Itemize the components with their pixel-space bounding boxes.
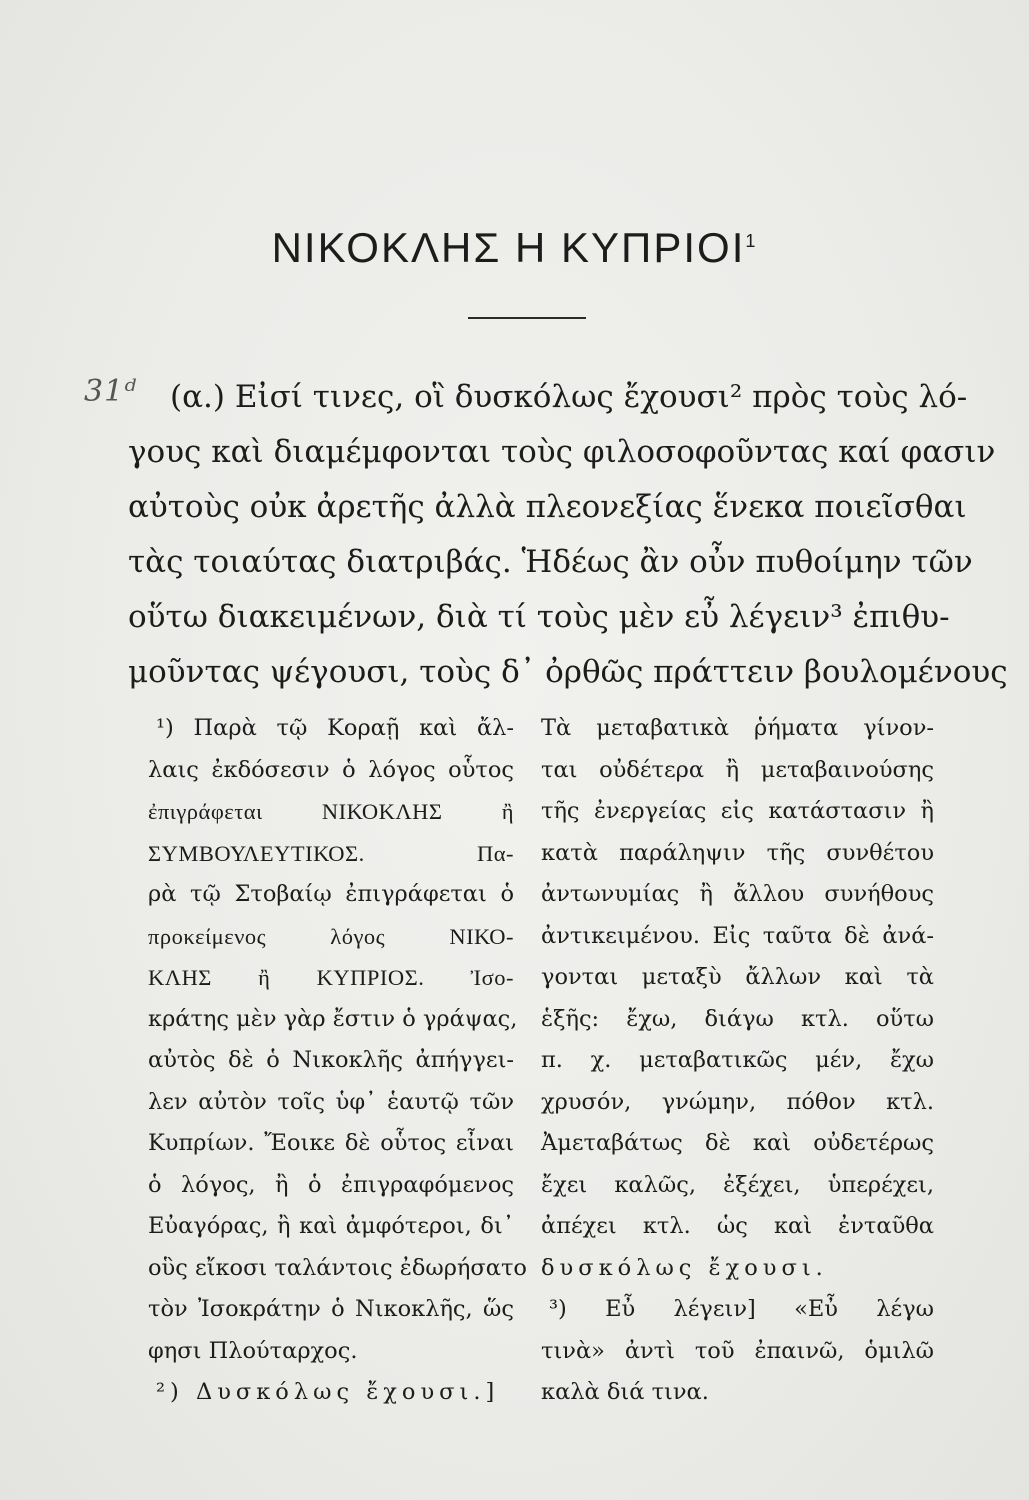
- footnote-line: ἀντωνυμίας ἢ ἄλλου συνήθους: [541, 881, 934, 907]
- footnote-line: δυσκόλως ἔχουσι.: [541, 1254, 828, 1281]
- footnote-line: κατὰ παράληψιν τῆς συνθέτου: [541, 839, 934, 866]
- footnote-line: τῆς ἐνεργείας εἰς κατάστασιν ἢ: [541, 798, 934, 824]
- footnote-line: ²) Δυσκόλως ἔχουσι.]: [156, 1379, 500, 1405]
- footnote-line: Κυπρίων. Ἔοικε δὲ οὗτος εἶναι: [148, 1130, 514, 1156]
- footnote-line: χρυσόν, γνώμην, πόθον κτλ.: [541, 1088, 934, 1115]
- page-title: [0, 224, 1029, 272]
- footnote-line: Τὰ μεταβατικὰ ῥήματα γίνον-: [541, 715, 934, 741]
- main-text-line: γους καὶ διαμέμφονται τοὺς φιλοσοφοῦντας καί φασιν: [128, 434, 996, 470]
- footnote-line: ³) Εὖ λέγειν] «Εὖ λέγω: [549, 1296, 934, 1322]
- handwritten-margin-note: 31ᵈ: [84, 374, 138, 409]
- footnote-line: ρὰ τῷ Στοβαίῳ ἐπιγράφεται ὁ: [148, 881, 514, 907]
- footnote-line: ὁ λόγος, ἢ ὁ ἐπιγραφόμενος: [148, 1171, 514, 1198]
- footnote-line: τὸν Ἰσοκράτην ὁ Νικοκλῆς, ὥς: [148, 1296, 514, 1322]
- main-text: [128, 370, 1008, 700]
- footnote-line: γονται μεταξὺ ἄλλων καὶ τὰ: [541, 964, 934, 990]
- footnote-line: ΚΛΗΣ ἢ ΚΥΠΡΙΟΣ. Ἰσο-: [148, 965, 514, 990]
- footnote-line: Ἀμεταβάτως δὲ καὶ οὐδετέρως: [541, 1130, 934, 1156]
- main-text-line: αὐτοὺς οὐκ ἀρετῆς ἀλλὰ πλεονεξίας ἕνεκα ποιεῖσθαι: [128, 489, 967, 525]
- title-footnote-mark: 1: [745, 231, 758, 251]
- main-text-line: τὰς τοιαύτας διατριβάς. Ἡδέως ἂν οὖν πυθοίμην τῶν: [128, 544, 973, 580]
- footnote-line: π. χ. μεταβατικῶς μέν, ἔχω: [541, 1047, 934, 1073]
- footnote-line: ἑξῆς: ἔχω, διάγω κτλ. οὕτω: [541, 1005, 934, 1032]
- footnotes-right-column: [541, 708, 934, 1414]
- main-text-line: μοῦντας ψέγουσι, τοὺς δ᾽ ὀρθῶς πράττειν βουλομένους: [128, 654, 1008, 690]
- title-text: ΝΙΚΟΚΛΗΣ Η ΚΥΠΡΙΟΙ: [271, 224, 746, 271]
- footnote-line: λεν αὐτὸν τοῖς ὑφ᾽ ἑαυτῷ τῶν: [148, 1088, 514, 1115]
- footnote-line: Εὐαγόρας, ἢ καὶ ἀμφότεροι, δι᾽: [148, 1213, 514, 1239]
- footnote-line: οὓς εἴκοσι ταλάντοις ἐδωρήσατο: [148, 1254, 527, 1281]
- footnote-line: φησι Πλούταρχος.: [148, 1337, 358, 1364]
- footnotes-left-column: [148, 708, 527, 1414]
- footnote-line: ται οὐδέτερα ἢ μεταβαινούσης: [541, 756, 934, 783]
- footnote-line: αὐτὸς δὲ ὁ Νικοκλῆς ἀπήγγει-: [148, 1047, 514, 1073]
- footnote-line: προκείμενος λόγος ΝΙΚΟ-: [148, 923, 514, 949]
- main-text-line: οὕτω διακειμένων, διὰ τί τοὺς μὲν εὖ λέγειν³ ἐπιθυ-: [128, 599, 950, 635]
- footnote-line: λαις ἐκδόσεσιν ὁ λόγος οὗτος: [148, 756, 514, 783]
- footnote-line: καλὰ διά τινα.: [541, 1379, 709, 1405]
- footnote-line: ἀντικειμένου. Εἰς ταῦτα δὲ ἀνά-: [541, 922, 934, 949]
- footnote-line: ἐπιγράφεται ΝΙΚΟΚΛΗΣ ἢ: [148, 799, 514, 824]
- footnote-line: τινὰ» ἀντὶ τοῦ ἐπαινῶ, ὁμιλῶ: [541, 1337, 934, 1364]
- footnote-line: ἔχει καλῶς, ἐξέχει, ὑπερέχει,: [541, 1171, 934, 1198]
- footnote-line: ἀπέχει κτλ. ὡς καὶ ἐνταῦθα: [541, 1213, 934, 1239]
- title-divider: [468, 317, 586, 319]
- footnote-line: κράτης μὲν γὰρ ἔστιν ὁ γράψας,: [148, 1005, 518, 1032]
- footnote-line: ΣΥΜΒΟΥΛΕΥΤΙΚΟΣ. Πα-: [148, 840, 514, 866]
- footnote-line: ¹) Παρὰ τῷ Κοραῇ καὶ ἄλ-: [156, 715, 514, 741]
- main-text-line: (α.) Εἰσί τινες, οἳ δυσκόλως ἔχουσι² πρὸς τοὺς λό-: [170, 379, 968, 415]
